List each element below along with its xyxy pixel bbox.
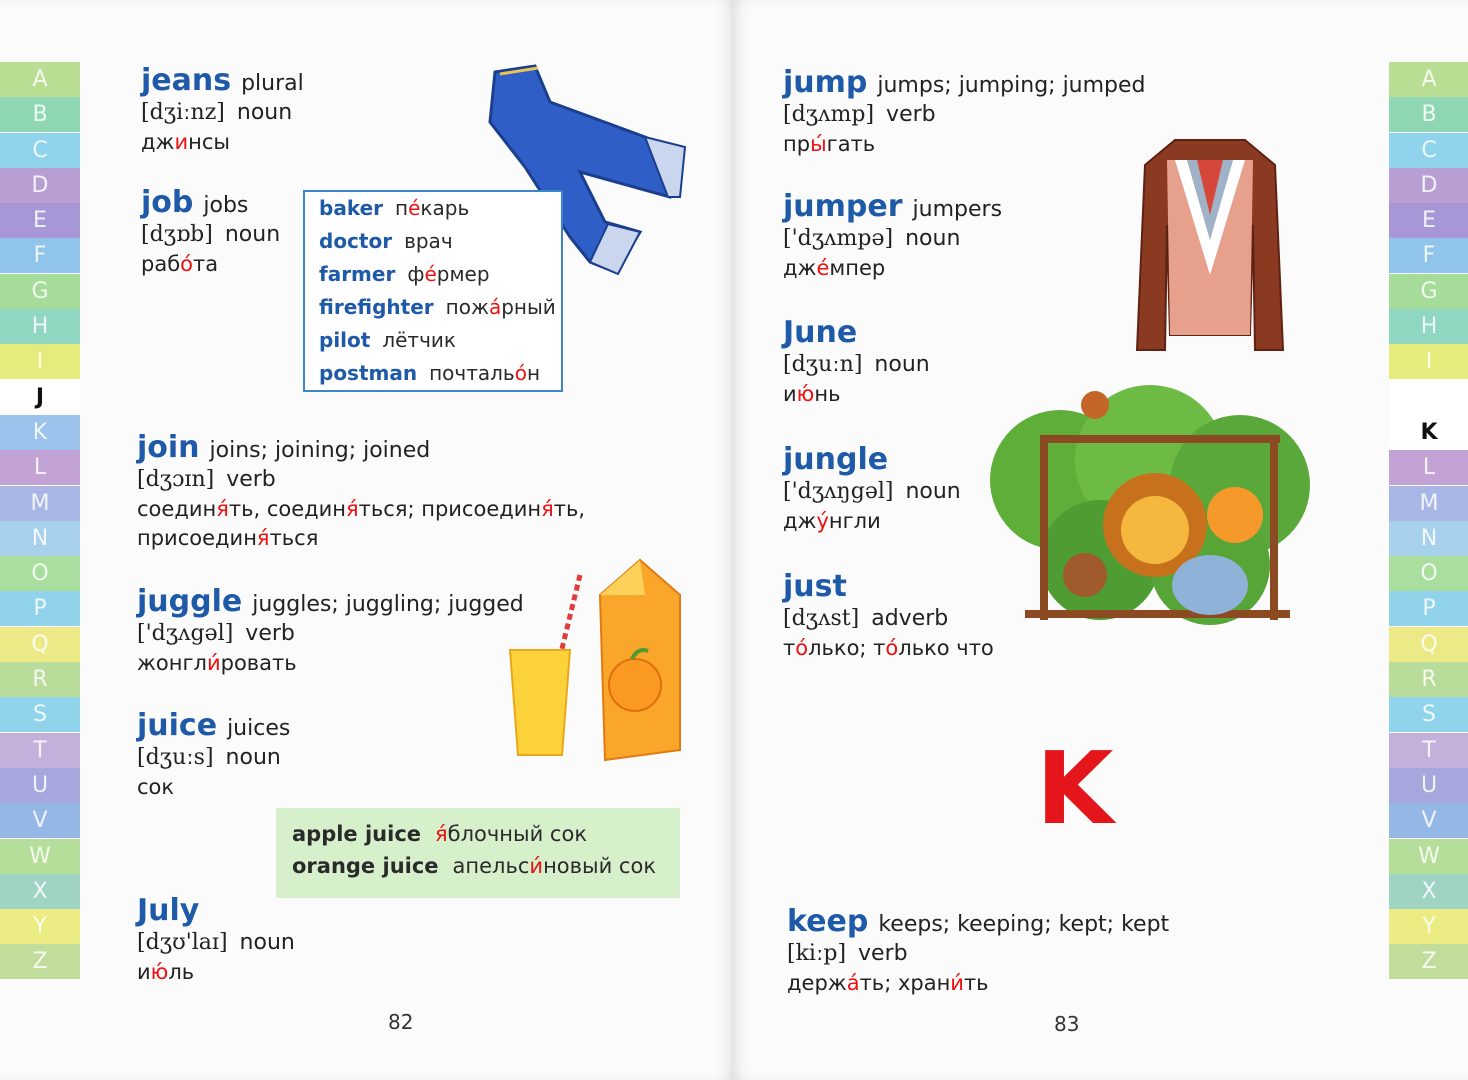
alphabet-tab-r[interactable]: R: [0, 662, 80, 697]
entry-juggle: [137, 585, 524, 675]
alphabet-tab-z[interactable]: Z: [0, 944, 80, 979]
part-of-speech: noun: [239, 930, 295, 955]
headword: juice: [137, 708, 218, 743]
translation-text: блочный сок: [447, 822, 588, 846]
translation-continued: [137, 527, 585, 550]
translation-text: дж: [783, 256, 817, 281]
translation-text: ть,: [553, 497, 586, 522]
transcription: [kiːp]: [787, 941, 847, 966]
alphabet-tab-g[interactable]: G: [1389, 274, 1468, 309]
transcription: [dʒiːnz]: [141, 100, 225, 125]
translation-text: дж: [783, 509, 817, 534]
translation-text: соедин: [137, 497, 217, 522]
alphabet-tab-a[interactable]: A: [1389, 62, 1468, 97]
alphabet-tab-p[interactable]: P: [0, 591, 80, 626]
headword: job: [141, 185, 194, 220]
entry-june: [783, 316, 930, 406]
translation-text: нгли: [828, 509, 881, 534]
alphabet-tab-e[interactable]: E: [1389, 203, 1468, 238]
part-of-speech: verb: [858, 941, 908, 966]
stressed-vowel: и: [174, 130, 189, 155]
entry-job: [141, 186, 280, 276]
transcription: [dʒuːs]: [137, 745, 214, 770]
headword: jumper: [783, 189, 903, 224]
profession-en: pilot: [319, 328, 371, 352]
phrase-row: [276, 854, 680, 886]
alphabet-tab-v[interactable]: V: [0, 803, 80, 838]
alphabet-tab-b[interactable]: B: [1389, 97, 1468, 132]
word-forms: keeps; keeping; kept; kept: [878, 912, 1170, 937]
translation-text: дж: [141, 130, 175, 155]
translation: [137, 961, 295, 984]
profession-ru: [382, 328, 456, 352]
headword: join: [137, 430, 200, 465]
phrase-en: orange juice: [292, 854, 439, 878]
stressed-vowel: и́: [950, 971, 964, 996]
translation-text: пож: [445, 295, 489, 319]
transcription: ['dʒʌgəl]: [137, 621, 234, 646]
profession-row: [305, 357, 561, 390]
translation-text: почталь: [429, 361, 515, 385]
stressed-vowel: о́: [180, 252, 194, 277]
translation-text: ф: [407, 262, 425, 286]
entry-just: [783, 570, 994, 660]
stressed-vowel: а́: [488, 295, 502, 319]
alphabet-tab-n[interactable]: N: [0, 521, 80, 556]
alphabet-tab-b[interactable]: B: [0, 97, 80, 132]
part-of-speech: noun: [905, 479, 961, 504]
stressed-vowel: я́: [256, 526, 270, 551]
juice-illustration: [500, 555, 690, 770]
headword: June: [783, 315, 858, 350]
profession-row: [305, 291, 561, 324]
headword: jeans: [141, 63, 232, 98]
alphabet-tab-z[interactable]: Z: [1389, 944, 1468, 979]
translation: [783, 257, 1002, 280]
part-of-speech: adverb: [871, 606, 949, 631]
alphabet-tab-x[interactable]: X: [0, 874, 80, 909]
jumper-illustration: [1135, 135, 1285, 357]
juice-phrases-box: [276, 808, 680, 898]
translation-text: врач: [404, 229, 453, 253]
alphabet-tab-c[interactable]: C: [1389, 133, 1468, 168]
alphabet-tab-l[interactable]: L: [1389, 450, 1468, 485]
transcription: [dʒɒb]: [141, 222, 213, 247]
alphabet-tab-u[interactable]: U: [1389, 768, 1468, 803]
transcription: [dʒʌst]: [783, 606, 860, 631]
headword: juggle: [137, 584, 243, 619]
translation-text: лько что: [898, 636, 994, 661]
alphabet-tab-a[interactable]: A: [0, 62, 80, 97]
alphabet-tab-w[interactable]: W: [0, 839, 80, 874]
alphabet-tab-w[interactable]: W: [1389, 839, 1468, 874]
stressed-vowel: е́: [424, 262, 437, 286]
alphabet-tabs-right: [1389, 62, 1468, 980]
translation-text: присоедин: [137, 526, 257, 551]
translation-text: гать: [826, 132, 876, 157]
word-forms: jobs: [203, 193, 249, 218]
alphabet-tab-x[interactable]: X: [1389, 874, 1468, 909]
translation-text: та: [193, 252, 219, 277]
alphabet-tab-o[interactable]: O: [1389, 556, 1468, 591]
alphabet-tab-l[interactable]: L: [0, 450, 80, 485]
translation: [783, 383, 930, 406]
translation-text: ть; хран: [859, 971, 951, 996]
phrase-en: apple juice: [292, 822, 422, 846]
alphabet-tab-h[interactable]: H: [0, 309, 80, 344]
translation-text: и: [137, 960, 151, 985]
alphabet-tab-k[interactable]: K: [1389, 415, 1468, 450]
transcription: [dʒʊ'laɪ]: [137, 930, 228, 955]
alphabet-tab-c[interactable]: C: [0, 133, 80, 168]
alphabet-tab-u[interactable]: U: [0, 768, 80, 803]
translation-text: апельс: [452, 854, 530, 878]
alphabet-tab-d[interactable]: D: [1389, 168, 1468, 203]
translation: [783, 637, 994, 660]
word-forms: joins; joining; joined: [209, 438, 431, 463]
stressed-vowel: я́: [541, 497, 554, 522]
entry-july: [137, 894, 295, 984]
section-letter: K: [1036, 730, 1114, 847]
stressed-vowel: и́: [529, 854, 544, 878]
word-forms: juggles; juggling; jugged: [252, 592, 524, 617]
translation-text: рмер: [436, 262, 490, 286]
translation-text: сок: [137, 775, 175, 800]
alphabet-tab-m[interactable]: M: [0, 486, 80, 521]
transcription: [dʒɔɪn]: [137, 467, 215, 492]
alphabet-tab-t[interactable]: T: [1389, 733, 1468, 768]
part-of-speech: verb: [226, 467, 276, 492]
alphabet-tab-s[interactable]: S: [1389, 697, 1468, 732]
translation: [141, 131, 304, 154]
alphabet-tab-j[interactable]: J: [0, 380, 80, 415]
stressed-vowel: у́: [816, 509, 829, 534]
headword: jungle: [783, 442, 889, 477]
translation-text: жонгл: [137, 651, 207, 676]
page-number-right: 83: [1054, 1012, 1080, 1036]
translation-text: карь: [420, 196, 470, 220]
jungle-illustration: [980, 380, 1325, 660]
word-forms: juices: [227, 716, 291, 741]
alphabet-tab-j[interactable]: J: [1389, 380, 1468, 415]
phrase-ru: [453, 854, 656, 878]
translation: [137, 498, 585, 521]
profession-ru: [395, 196, 469, 220]
alphabet-tab-t[interactable]: T: [0, 733, 80, 768]
translation-text: ться: [269, 526, 319, 551]
stressed-vowel: о́: [514, 361, 527, 385]
part-of-speech: noun: [224, 222, 281, 247]
alphabet-tab-k[interactable]: K: [0, 415, 80, 450]
translation-text: мпер: [829, 256, 886, 281]
word-forms: jumpers: [912, 197, 1003, 222]
stressed-vowel: ю́: [796, 382, 815, 407]
translation-text: ться; присоедин: [358, 497, 542, 522]
word-forms: jumps; jumping; jumped: [877, 73, 1146, 98]
stressed-vowel: и́: [206, 651, 221, 676]
translation-text: пр: [783, 132, 811, 157]
entry-keep: [787, 905, 1169, 995]
translation-text: ль: [168, 960, 195, 985]
alphabet-tab-r[interactable]: R: [1389, 662, 1468, 697]
profession-en: postman: [319, 361, 418, 385]
profession-en: firefighter: [319, 295, 434, 319]
stressed-vowel: я́: [346, 497, 359, 522]
alphabet-tab-i[interactable]: I: [0, 344, 80, 379]
part-of-speech: noun: [225, 745, 281, 770]
profession-row: [305, 324, 561, 357]
stressed-vowel: а́: [846, 971, 860, 996]
transcription: [dʒuːn]: [783, 352, 863, 377]
profession-en: farmer: [319, 262, 396, 286]
profession-row: [305, 258, 561, 291]
translation: [137, 776, 290, 799]
translation-text: лётчик: [382, 328, 456, 352]
alphabet-tab-h[interactable]: H: [1389, 309, 1468, 344]
entry-jeans: [141, 64, 304, 154]
transcription: ['dʒʌŋgəl]: [783, 479, 894, 504]
translation-text: держ: [787, 971, 847, 996]
alphabet-tab-p[interactable]: P: [1389, 591, 1468, 626]
phrase-row: [276, 808, 680, 854]
stressed-vowel: ю́: [150, 960, 169, 985]
stressed-vowel: я́: [216, 497, 229, 522]
translation-text: нсы: [188, 130, 230, 155]
alphabet-tab-o[interactable]: O: [0, 556, 80, 591]
part-of-speech: noun: [874, 352, 930, 377]
alphabet-tab-n[interactable]: N: [1389, 521, 1468, 556]
stressed-vowel: ы́: [810, 132, 827, 157]
alphabet-tab-m[interactable]: M: [1389, 486, 1468, 521]
part-of-speech: noun: [905, 226, 961, 251]
profession-ru: [404, 229, 453, 253]
translation: [137, 652, 524, 675]
alphabet-tab-i[interactable]: I: [1389, 344, 1468, 379]
entry-jungle: [783, 443, 961, 533]
translation-text: п: [395, 196, 409, 220]
translation: [787, 972, 1169, 995]
translation-text: ть: [963, 971, 989, 996]
alphabet-tab-s[interactable]: S: [0, 697, 80, 732]
entry-join: [137, 431, 585, 550]
alphabet-tab-q[interactable]: Q: [1389, 627, 1468, 662]
part-of-speech: verb: [886, 102, 936, 127]
headword: jump: [783, 65, 868, 100]
page-number-left: 82: [388, 1010, 414, 1034]
profession-row: [305, 192, 561, 225]
alphabet-tab-v[interactable]: V: [1389, 803, 1468, 838]
alphabet-tab-d[interactable]: D: [0, 168, 80, 203]
alphabet-tab-f[interactable]: F: [1389, 238, 1468, 273]
profession-row: [305, 225, 561, 258]
transcription: [dʒʌmp]: [783, 102, 875, 127]
profession-en: doctor: [319, 229, 393, 253]
translation-text: ровать: [220, 651, 297, 676]
entry-jumper: [783, 190, 1002, 280]
translation-text: н: [526, 361, 541, 385]
translation-text: т: [783, 636, 796, 661]
professions-box: [303, 190, 563, 392]
translation: [141, 253, 280, 276]
alphabet-tab-y[interactable]: Y: [0, 909, 80, 944]
translation-text: лько; т: [808, 636, 886, 661]
alphabet-tabs-left: [0, 62, 80, 980]
entry-jump: [783, 66, 1146, 156]
stressed-vowel: я́: [435, 822, 448, 846]
alphabet-tab-y[interactable]: Y: [1389, 909, 1468, 944]
part-of-speech: verb: [245, 621, 295, 646]
transcription: ['dʒʌmpə]: [783, 226, 894, 251]
translation-text: новый сок: [543, 854, 656, 878]
translation: [783, 133, 1146, 156]
translation-text: рный: [501, 295, 556, 319]
headword: just: [783, 569, 847, 604]
profession-ru: [429, 361, 540, 385]
profession-en: baker: [319, 196, 384, 220]
alphabet-tab-q[interactable]: Q: [0, 627, 80, 662]
headword: keep: [787, 904, 869, 939]
stressed-vowel: е́: [408, 196, 421, 220]
alphabet-tab-f[interactable]: F: [0, 238, 80, 273]
translation-text: ть, соедин: [228, 497, 347, 522]
profession-ru: [446, 295, 556, 319]
translation: [783, 510, 961, 533]
profession-ru: [407, 262, 489, 286]
phrase-ru: [435, 822, 587, 846]
headword: July: [137, 893, 200, 928]
translation-text: раб: [141, 252, 181, 277]
alphabet-tab-g[interactable]: G: [0, 274, 80, 309]
stressed-vowel: о́: [795, 636, 809, 661]
word-forms: plural: [241, 71, 304, 96]
part-of-speech: noun: [236, 100, 293, 125]
stressed-vowel: е́: [816, 256, 830, 281]
entry-juice: [137, 709, 290, 799]
translation-text: нь: [814, 382, 841, 407]
stressed-vowel: о́: [885, 636, 899, 661]
translation-text: и: [783, 382, 797, 407]
alphabet-tab-e[interactable]: E: [0, 203, 80, 238]
